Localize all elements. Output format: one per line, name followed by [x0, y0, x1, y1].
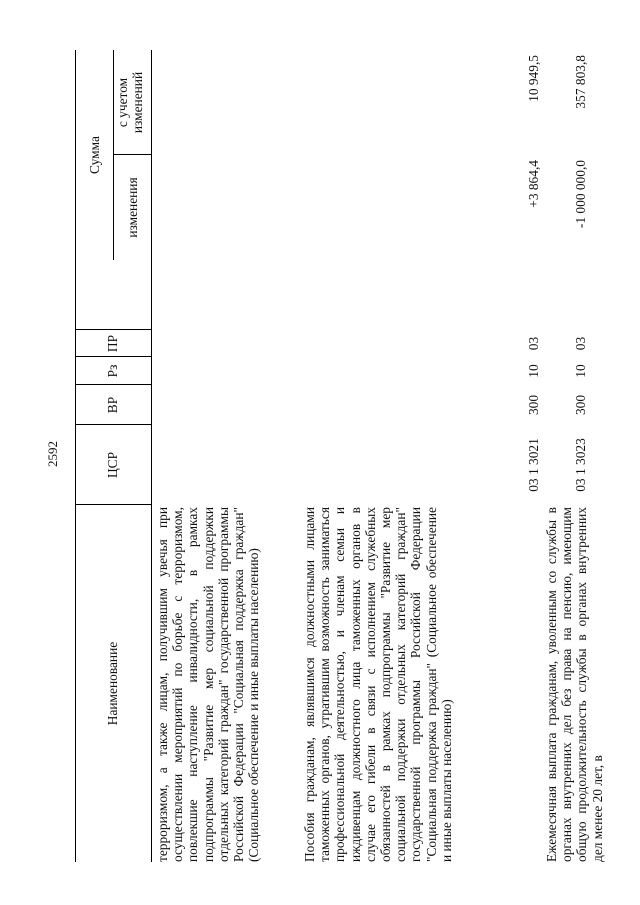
row-2-vr: 300	[526, 394, 541, 416]
row-2-name: Пособия гражданам, являвшимся должностными лицами таможенных органов, утратившим возможность заниматься профессиональной деятельностью, и членам семьи и иждивенцам должностного лица таможенных органов в случае его гибели в связи с исполнением служебных обязанностей в рамках подпрограммы "Развитие мер социальной поддержки отдельных категорий граждан" государственной программы Российской Федерации "Социальная поддержка граждан" (Социальное обеспечение и иные выплаты населению)	[302, 507, 454, 862]
row-2-change: +3 864,4	[526, 160, 541, 208]
row-2-rz: 10	[526, 364, 541, 378]
budget-table	[75, 50, 605, 862]
table-top-border	[75, 50, 76, 862]
page-number: 2592	[45, 441, 60, 467]
row-2-pr: 03	[526, 336, 541, 351]
row-1-name: терроризмом, а также лицам, получившим увечья при осуществлении мероприятий по борьбе с терроризмом, повлекшие наступление инвалидности, в рамках подпрограммы "Развитие мер социальной поддержки отдельных категорий граждан" государственной программы Российской Федерации "Социальная поддержка граждан" (Социальное обеспечение и иные выплаты населению)	[155, 507, 262, 862]
header-with-change: с учетом изменений	[115, 71, 145, 134]
header-name: Наименование	[105, 641, 120, 726]
row-3-with-change: 357 803,8	[573, 55, 588, 109]
header-change: изменения	[125, 177, 140, 238]
header-vr: ВР	[105, 396, 120, 414]
header-bottom-border	[151, 50, 152, 862]
sum-header-divider	[113, 50, 114, 260]
row-3-rz: 10	[573, 364, 588, 378]
header-csr: ЦСР	[105, 451, 120, 479]
row-3-change: -1 000 000,0	[573, 160, 588, 229]
row-3-pr: 03	[573, 336, 588, 351]
row-2-with-change: 10 949,5	[526, 55, 541, 102]
header-pr: ПР	[105, 334, 120, 353]
row-3-vr: 300	[573, 394, 588, 416]
row-2-csr: 03 1 3021	[526, 438, 541, 492]
header-rz: Рз	[105, 364, 120, 378]
row-3-name: Ежемесячная выплата гражданам, уволенным со службы в органах внутренних дел без права на пенсию, имеющим общую продолжительность службы в органах внутренних дел менее 20 лет, в	[544, 507, 605, 862]
header-sum: Сумма	[87, 136, 102, 174]
row-3-csr: 03 1 3023	[573, 438, 588, 492]
